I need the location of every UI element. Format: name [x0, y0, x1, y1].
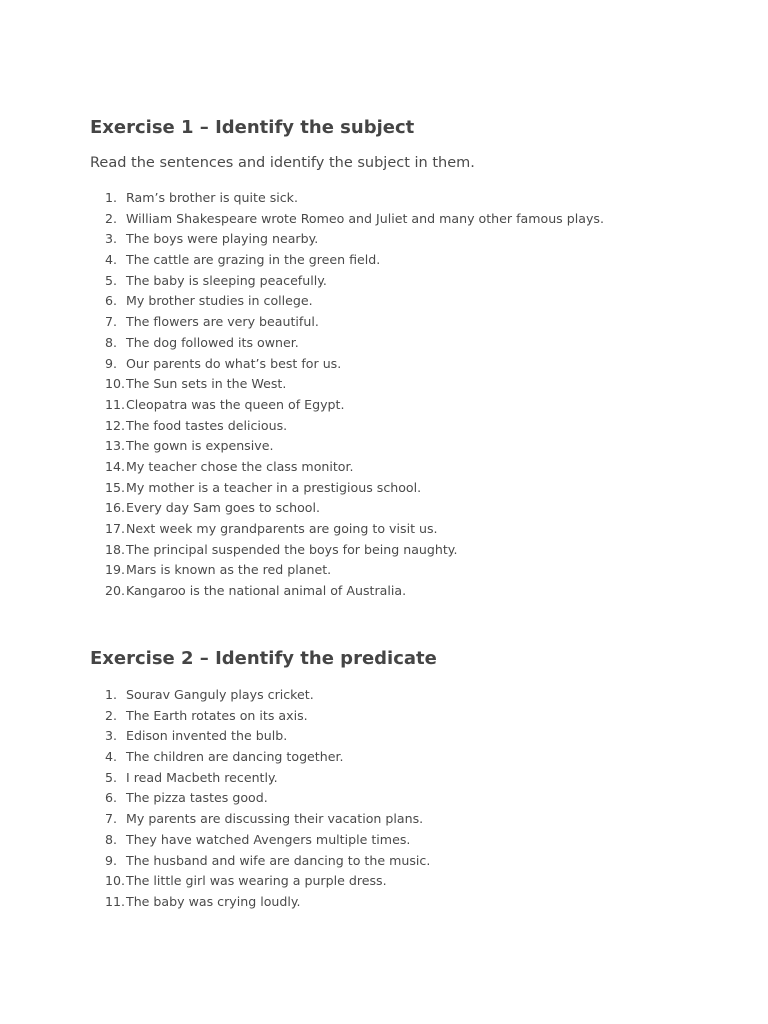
- list-item-text: The children are dancing together.: [126, 749, 344, 765]
- list-item: [90, 457, 604, 478]
- list-item-text: The principal suspended the boys for being naughty.: [126, 541, 458, 557]
- exercise-1-instruction: Read the sentences and identify the subject in them.: [90, 155, 475, 171]
- list-item-number: 8.: [104, 831, 117, 847]
- list-item: [90, 333, 604, 354]
- list-item-text: My brother studies in college.: [126, 293, 313, 309]
- list-item-number: 4.: [104, 749, 117, 765]
- list-item: [90, 809, 430, 830]
- list-item-text: Edison invented the bulb.: [126, 728, 288, 744]
- list-item-number: 4.: [104, 252, 117, 268]
- list-item-text: My parents are discussing their vacation plans.: [126, 811, 424, 827]
- list-item: [90, 788, 430, 809]
- list-item: [90, 726, 430, 747]
- list-item: [90, 830, 430, 851]
- list-item-text: The little girl was wearing a purple dress.: [126, 873, 387, 889]
- list-item-text: The baby is sleeping peacefully.: [126, 272, 327, 288]
- list-item-text: The Earth rotates on its axis.: [126, 707, 308, 723]
- list-item: [90, 581, 604, 602]
- list-item: [90, 892, 430, 913]
- list-item-text: The food tastes delicious.: [126, 417, 288, 433]
- list-item-number: 12.: [104, 417, 125, 433]
- list-item-number: 6.: [104, 293, 117, 309]
- list-item-number: 3.: [104, 728, 117, 744]
- list-item-number: 7.: [104, 314, 117, 330]
- list-item-text: I read Macbeth recently.: [126, 769, 278, 785]
- list-item-text: The gown is expensive.: [126, 438, 274, 454]
- list-item: [90, 768, 430, 789]
- list-item: [90, 250, 604, 271]
- list-item: [90, 209, 604, 230]
- list-item-number: 8.: [104, 334, 117, 350]
- list-item-number: 14.: [104, 458, 125, 474]
- list-item-text: The cattle are grazing in the green field.: [126, 252, 381, 268]
- list-item-text: The husband and wife are dancing to the music.: [126, 852, 431, 868]
- list-item-text: Next week my grandparents are going to visit us.: [126, 521, 438, 536]
- list-item-text: My teacher chose the class monitor.: [126, 458, 354, 474]
- list-item: [90, 706, 430, 727]
- list-item: [90, 395, 604, 416]
- exercise-1-list: [90, 188, 604, 602]
- list-item: [90, 291, 604, 312]
- list-item: [90, 747, 430, 768]
- list-item-number: 1.: [104, 190, 117, 205]
- list-item-number: 2.: [104, 707, 117, 723]
- list-item: [90, 871, 430, 892]
- list-item-text: The dog followed its owner.: [126, 334, 299, 350]
- list-item-text: William Shakespeare wrote Romeo and Juliet and many other famous plays.: [126, 210, 604, 226]
- list-item-text: Sourav Ganguly plays cricket.: [126, 687, 314, 702]
- list-item: [90, 685, 430, 706]
- list-item-number: 9.: [104, 852, 117, 868]
- list-item: [90, 436, 604, 457]
- list-item-number: 10.: [104, 873, 125, 889]
- list-item-text: My mother is a teacher in a prestigious school.: [126, 479, 422, 495]
- list-item-number: 1.: [104, 687, 117, 702]
- list-item-text: Mars is known as the red planet.: [126, 562, 332, 578]
- list-item-text: Our parents do what’s best for us.: [126, 355, 342, 371]
- list-item: [90, 560, 604, 581]
- list-item-text: The baby was crying loudly.: [126, 893, 301, 909]
- list-item-text: The pizza tastes good.: [126, 790, 268, 806]
- list-item-number: 11.: [104, 893, 125, 909]
- list-item-number: 7.: [104, 811, 117, 827]
- list-item-text: They have watched Avengers multiple times.: [126, 831, 411, 847]
- list-item: [90, 271, 604, 292]
- list-item-number: 2.: [104, 210, 117, 226]
- list-item: [90, 416, 604, 437]
- list-item-text: Ram’s brother is quite sick.: [126, 190, 298, 205]
- list-item-number: 17.: [104, 521, 125, 536]
- list-item-number: 19.: [104, 562, 125, 578]
- list-item-text: The boys were playing nearby.: [126, 231, 319, 247]
- list-item: [90, 478, 604, 499]
- list-item-text: The Sun sets in the West.: [126, 376, 287, 392]
- list-item-text: The flowers are very beautiful.: [126, 314, 319, 330]
- exercise-2-list: [90, 685, 430, 913]
- list-item: [90, 374, 604, 395]
- list-item-number: 11.: [104, 396, 125, 412]
- exercise-1-title: Exercise 1 – Identify the subject: [90, 117, 415, 138]
- list-item-number: 13.: [104, 438, 125, 454]
- list-item-number: 9.: [104, 355, 117, 371]
- list-item-number: 3.: [104, 231, 117, 247]
- list-item: [90, 312, 604, 333]
- list-item-number: 6.: [104, 790, 117, 806]
- list-item-number: 20.: [104, 583, 125, 599]
- list-item: [90, 498, 604, 519]
- list-item-number: 16.: [104, 500, 125, 516]
- list-item-number: 5.: [104, 272, 117, 288]
- list-item-text: Cleopatra was the queen of Egypt.: [126, 396, 345, 412]
- list-item: [90, 519, 604, 540]
- list-item-number: 10.: [104, 376, 125, 392]
- list-item: [90, 354, 604, 375]
- exercise-2-title: Exercise 2 – Identify the predicate: [90, 648, 437, 669]
- list-item-number: 18.: [104, 541, 125, 557]
- list-item: [90, 229, 604, 250]
- list-item-number: 5.: [104, 769, 117, 785]
- list-item-number: 15.: [104, 479, 125, 495]
- list-item: [90, 851, 430, 872]
- list-item: [90, 188, 604, 209]
- list-item-text: Kangaroo is the national animal of Australia.: [126, 583, 407, 599]
- list-item: [90, 540, 604, 561]
- list-item-text: Every day Sam goes to school.: [126, 500, 320, 516]
